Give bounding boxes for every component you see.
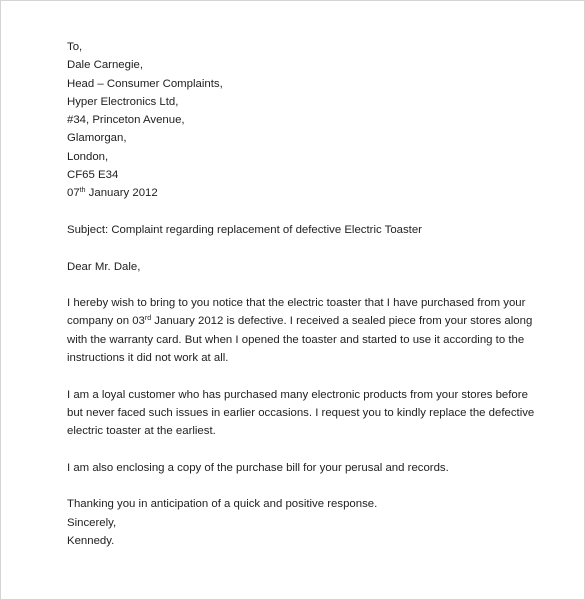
signature: Kennedy. [67,535,115,548]
closing-sign-off: Sincerely, [67,516,117,529]
recipient-street: #34, Princeton Avenue, [67,114,185,127]
recipient-postcode: CF65 E34 [67,169,119,182]
salutation: Dear Mr. Dale, [67,260,141,273]
letter-body [67,38,537,550]
subject-line: Subject: Complaint regarding replacement of defective Electric Toaster [67,223,422,236]
letter-date [67,184,537,202]
recipient-county: Glamorgan, [67,132,127,145]
paragraph-2: I am a loyal customer who has purchased many electronic products from your stores before but never faced such issues in earlier occasions. I request you to kindly replace the defective electric toaster at the earliest. [67,388,535,438]
paragraph-1 [67,294,537,367]
recipient-name: Dale Carnegie, [67,59,143,72]
date-month-year: January 2012 [85,187,158,200]
paragraph-1-ordinal: rd [144,315,152,323]
recipient-to: To, [67,41,83,53]
recipient-company: Hyper Electronics Ltd, [67,95,179,108]
date-ordinal: th [79,187,86,195]
recipient-title: Head – Consumer Complaints, [67,77,223,90]
paragraph-1-part2: January 2012 is defective. I received a sealed piece from your stores along with the warranty card. But when I opened the toaster and started to use it according to the instructions it did not work at all. [67,315,533,365]
closing-thanks: Thanking you in anticipation of a quick and positive response. [67,498,378,511]
paragraph-3: I am also enclosing a copy of the purchase bill for your perusal and records. [67,461,449,474]
paragraph-1-part1: I hereby wish to bring to you notice that the electric toaster that I have purchased from your company on 03 [67,297,526,328]
date-day: 07 [67,187,80,200]
recipient-city: London, [67,150,109,163]
